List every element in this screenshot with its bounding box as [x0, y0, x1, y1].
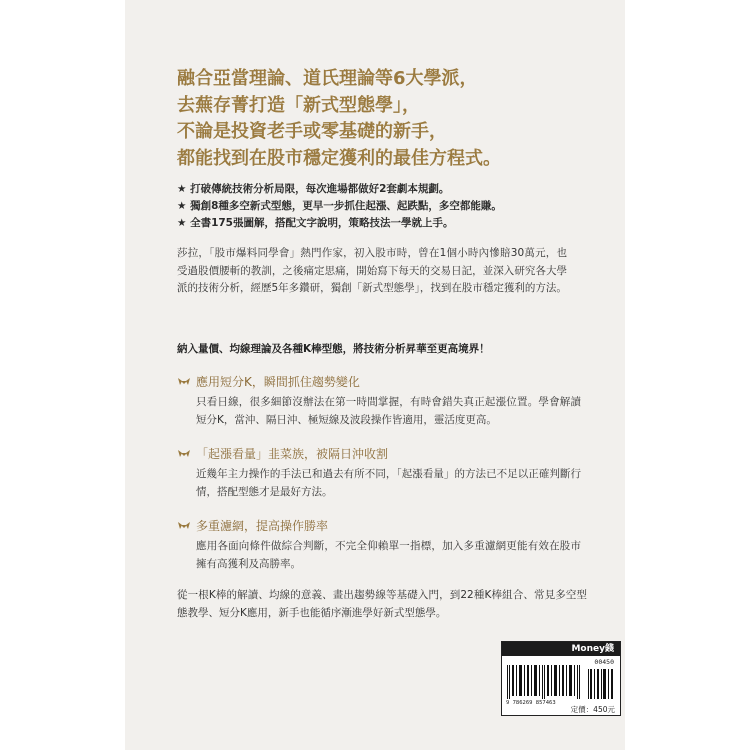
closing-paragraph: 從一根K棒的解讀、均線的意義、畫出趨勢線等基礎入門，到22種K棒組合、常見多空型態教學、短分K應用，新手也能循序漸進學好新式型態學。 — [177, 589, 587, 619]
section-body: 應用各面向條件做綜合判斷，不完全仰賴單一指標，加入多重濾網更能有效在股市擁有高獲利及高勝率。 — [196, 540, 581, 570]
book-back-cover — [125, 0, 625, 750]
section-filter — [177, 516, 581, 573]
price-label: 定價：450元 — [570, 705, 615, 714]
headline-line: 融合亞當理論、道氏理論等6大學派， — [177, 68, 478, 89]
headline-line: 都能找到在股市穩定獲利的最佳方程式。 — [177, 147, 501, 169]
publisher-logo: Money錢 — [502, 642, 620, 656]
section-title: 應用短分K，瞬間抓住趨勢變化 — [196, 374, 360, 389]
section-title: 「起漲看量」韭菜族，被隔日沖收割 — [196, 446, 389, 461]
section-short-k — [177, 372, 581, 429]
headline — [177, 66, 607, 172]
handshake-icon — [177, 519, 191, 531]
author-intro: 莎拉，「股市爆料同學會」熱門作家，初入股市時，曾在1個小時內慘賠30萬元，也受過股價腰斬的教訓，之後痛定思痛，開始寫下每天的交易日記，並深入研究各大學派的技術分析，經歷5年多鑽研，獨創「新式型態學」，找到在股市穩定獲利的方法。 — [177, 247, 567, 294]
addon-code: 00450 — [594, 658, 614, 666]
feature-item: ★ 打破傳統技術分析局限，每次進場都做好2套劇本規劃。 — [177, 183, 450, 195]
lead-statement: 納入量價、均線理論及各種K棒型態，將技術分析昇華至更高境界！ — [177, 343, 490, 355]
feature-list — [177, 181, 617, 232]
section-body: 近幾年主力操作的手法已和過去有所不同，「起漲看量」的方法已不足以正確判斷行情，搭配型態才是最好方法。 — [196, 468, 581, 498]
section-volume — [177, 444, 581, 501]
headline-line: 不論是投資老手或零基礎的新手， — [177, 121, 447, 142]
isbn-barcode — [507, 665, 585, 699]
feature-item: ★ 全書175張圖解，搭配文字說明，策略技法一學就上手。 — [177, 217, 454, 229]
feature-item: ★ 獨創8種多空新式型態，更早一步抓住起漲、起跌點，多空都能賺。 — [177, 200, 502, 212]
isbn-number: 9 786269 857463 — [506, 700, 556, 706]
section-body: 只看日線，很多細節沒辦法在第一時間掌握，有時會錯失真正起漲位置。學會解讀短分K，當沖、隔日沖、極短線及波段操作皆適用，靈活度更高。 — [196, 396, 581, 426]
handshake-icon — [177, 447, 191, 459]
handshake-icon — [177, 375, 191, 387]
section-title: 多重濾網，提高操作勝率 — [196, 518, 329, 533]
headline-line: 去蕪存菁打造「新式型態學」， — [177, 94, 420, 116]
isbn-barcode-box — [501, 641, 621, 716]
addon-barcode — [588, 669, 614, 699]
